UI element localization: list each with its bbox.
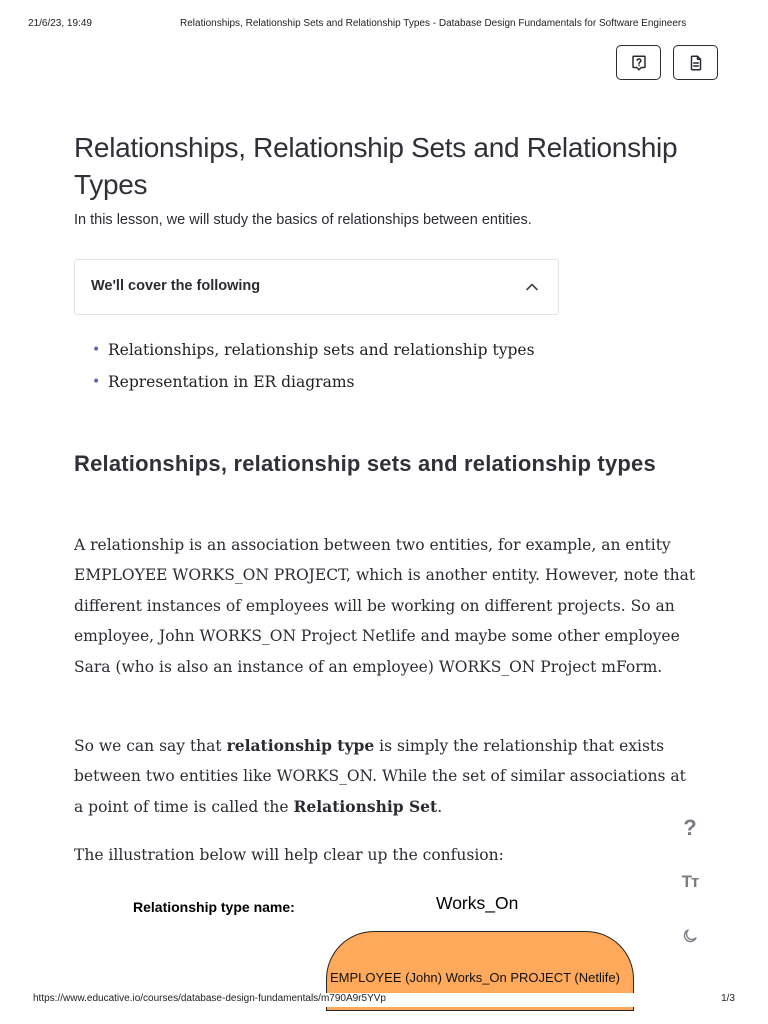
chevron-up-icon[interactable] [524,279,540,295]
lesson-title: Relationships, Relationship Sets and Relationship Types [74,132,678,200]
text-run: . [437,797,443,816]
font-size-button[interactable]: Tт [681,872,699,891]
help-button[interactable]: ? [683,815,697,840]
document-icon [687,54,705,72]
paragraph-relationship-definition: A relationship is an association between two entities, for example, an entity EMPLOYEE WORKS_ON PROJECT, which is another entity. However, note that different instances of employees will be working on different projects. So an employee, John WORKS_ON Project Netlife and maybe some other employee Sara (who is also an instance of an employee) WORKS_ON Project mForm. [74,536,696,676]
paragraph-relationship-type [74,731,698,822]
cover-toggle[interactable] [74,259,559,315]
cover-item[interactable] [92,366,535,398]
notes-button[interactable] [673,45,718,80]
cover-list [92,334,535,398]
page-number: 1/3 [721,993,735,1004]
bullet-icon: • [92,374,101,390]
section-heading: Relationships, relationship sets and relationship types [74,451,656,476]
print-datetime: 21/6/23, 19:49 [28,18,92,29]
bold-term: Relationship Set [293,796,438,816]
moon-icon [681,927,699,945]
relationship-instance-label: EMPLOYEE (John) Works_On PROJECT (Netlife) [330,970,620,985]
bold-term: relationship type [226,736,375,755]
cover-item[interactable] [92,334,535,366]
print-url: https://www.educative.io/courses/database-design-fundamentals/m790A9r5YVp [33,993,386,1004]
text-run: is simply the relationship that exists between two entities like WORKS_ON. While the set of similar associations at a point of time is called the [74,737,686,816]
ask-question-button[interactable] [616,45,661,80]
cover-item-label: Relationships, relationship sets and relationship types [108,341,535,359]
dark-mode-toggle[interactable] [678,927,702,950]
question-square-icon [630,54,648,72]
top-actions [616,45,718,80]
text-run: So we can say that [74,737,227,755]
bullet-icon: • [92,342,101,358]
paragraph-illustration-intro: The illustration below will help clear up the confusion: [74,846,504,864]
cover-item-label: Representation in ER diagrams [108,373,355,391]
diagram-type-name: Works_On [436,893,519,913]
lesson-subtitle: In this lesson, we will study the basics of relationships between entities. [74,212,532,228]
diagram-label: Relationship type name: [133,899,295,915]
cover-title: We'll cover the following [91,278,261,294]
print-page-title: Relationships, Relationship Sets and Relationship Types - Database Design Fundamentals for Software Engineers [180,18,687,29]
print-header [28,18,740,32]
print-footer [33,993,735,1007]
